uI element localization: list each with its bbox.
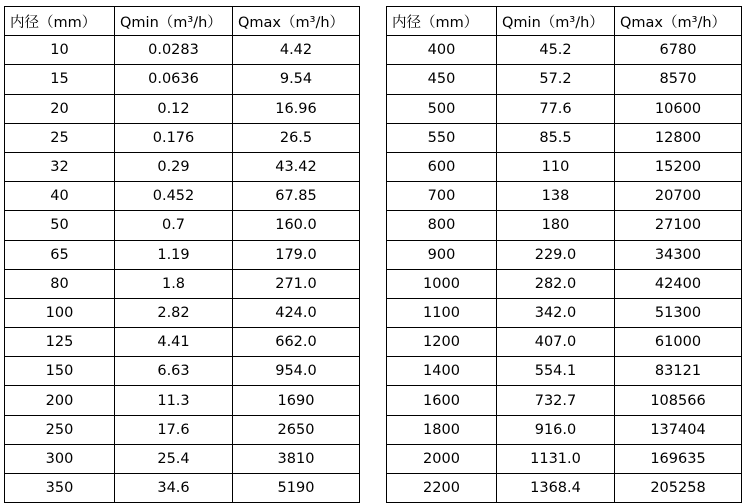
cell-qmax: 16.96	[233, 94, 360, 123]
cell-qmax: 83121	[615, 357, 742, 386]
table-row	[5, 211, 360, 240]
cell-diameter: 10	[5, 36, 115, 65]
cell-qmin: 0.12	[115, 94, 233, 123]
cell-diameter: 400	[387, 36, 497, 65]
table-row	[387, 123, 742, 152]
cell-qmin: 0.0636	[115, 65, 233, 94]
cell-diameter: 1600	[387, 386, 497, 415]
cell-qmin: 45.2	[497, 36, 615, 65]
table-row	[5, 269, 360, 298]
cell-qmin: 0.452	[115, 182, 233, 211]
cell-qmax: 2650	[233, 415, 360, 444]
cell-qmax: 43.42	[233, 152, 360, 181]
cell-qmin: 4.41	[115, 328, 233, 357]
cell-qmax: 205258	[615, 474, 742, 503]
cell-qmin: 1.8	[115, 269, 233, 298]
cell-qmin: 1.19	[115, 240, 233, 269]
column-header-diameter: 内径（mm）	[387, 7, 497, 36]
cell-qmin: 554.1	[497, 357, 615, 386]
cell-diameter: 700	[387, 182, 497, 211]
cell-diameter: 2200	[387, 474, 497, 503]
cell-diameter: 2000	[387, 444, 497, 473]
table-row	[5, 386, 360, 415]
cell-diameter: 250	[5, 415, 115, 444]
cell-qmin: 282.0	[497, 269, 615, 298]
cell-qmax: 15200	[615, 152, 742, 181]
left-table	[4, 6, 360, 503]
cell-diameter: 450	[387, 65, 497, 94]
cell-qmin: 11.3	[115, 386, 233, 415]
cell-diameter: 600	[387, 152, 497, 181]
cell-diameter: 32	[5, 152, 115, 181]
table-row	[387, 444, 742, 473]
cell-diameter: 900	[387, 240, 497, 269]
cell-qmin: 916.0	[497, 415, 615, 444]
table-row	[5, 357, 360, 386]
cell-qmax: 67.85	[233, 182, 360, 211]
cell-diameter: 500	[387, 94, 497, 123]
cell-qmax: 26.5	[233, 123, 360, 152]
table-row	[387, 415, 742, 444]
table-row	[5, 94, 360, 123]
cell-diameter: 1200	[387, 328, 497, 357]
table-row	[387, 65, 742, 94]
table-row	[387, 240, 742, 269]
column-header-qmin: Qmin（m³/h）	[497, 7, 615, 36]
cell-qmax: 61000	[615, 328, 742, 357]
table-row	[387, 211, 742, 240]
cell-diameter: 20	[5, 94, 115, 123]
table-header-row	[387, 7, 742, 36]
table-row	[5, 444, 360, 473]
cell-diameter: 1000	[387, 269, 497, 298]
cell-qmax: 27100	[615, 211, 742, 240]
cell-qmax: 10600	[615, 94, 742, 123]
cell-diameter: 25	[5, 123, 115, 152]
cell-diameter: 80	[5, 269, 115, 298]
cell-qmin: 0.0283	[115, 36, 233, 65]
table-row	[387, 152, 742, 181]
table-header-row	[5, 7, 360, 36]
cell-qmax: 108566	[615, 386, 742, 415]
table-row	[387, 269, 742, 298]
cell-diameter: 1400	[387, 357, 497, 386]
cell-qmax: 9.54	[233, 65, 360, 94]
cell-qmin: 85.5	[497, 123, 615, 152]
column-header-diameter: 内径（mm）	[5, 7, 115, 36]
table-row	[387, 298, 742, 327]
cell-qmax: 271.0	[233, 269, 360, 298]
right-table	[386, 6, 742, 503]
table-row	[5, 152, 360, 181]
cell-qmin: 342.0	[497, 298, 615, 327]
cell-qmax: 169635	[615, 444, 742, 473]
table-row	[387, 386, 742, 415]
cell-qmin: 34.6	[115, 474, 233, 503]
cell-qmin: 17.6	[115, 415, 233, 444]
cell-qmin: 0.29	[115, 152, 233, 181]
cell-qmax: 424.0	[233, 298, 360, 327]
table-row	[5, 36, 360, 65]
cell-qmin: 138	[497, 182, 615, 211]
left-table-body	[5, 7, 360, 503]
cell-qmin: 57.2	[497, 65, 615, 94]
cell-qmax: 20700	[615, 182, 742, 211]
table-row	[387, 36, 742, 65]
cell-qmax: 160.0	[233, 211, 360, 240]
cell-diameter: 65	[5, 240, 115, 269]
column-header-qmax: Qmax（m³/h）	[615, 7, 742, 36]
cell-qmax: 51300	[615, 298, 742, 327]
cell-qmin: 0.7	[115, 211, 233, 240]
cell-diameter: 200	[5, 386, 115, 415]
cell-qmax: 5190	[233, 474, 360, 503]
table-row	[5, 298, 360, 327]
cell-qmax: 3810	[233, 444, 360, 473]
cell-qmin: 732.7	[497, 386, 615, 415]
cell-qmax: 8570	[615, 65, 742, 94]
cell-qmin: 110	[497, 152, 615, 181]
table-row	[5, 415, 360, 444]
table-row	[5, 123, 360, 152]
table-row	[387, 182, 742, 211]
table-row	[5, 328, 360, 357]
right-table-body	[387, 7, 742, 503]
cell-qmin: 1131.0	[497, 444, 615, 473]
cell-qmax: 12800	[615, 123, 742, 152]
table-row	[5, 240, 360, 269]
cell-qmax: 137404	[615, 415, 742, 444]
table-row	[5, 65, 360, 94]
cell-qmin: 407.0	[497, 328, 615, 357]
cell-diameter: 50	[5, 211, 115, 240]
cell-qmax: 4.42	[233, 36, 360, 65]
cell-qmin: 180	[497, 211, 615, 240]
table-row	[5, 182, 360, 211]
cell-qmax: 6780	[615, 36, 742, 65]
table-row	[387, 328, 742, 357]
cell-diameter: 1800	[387, 415, 497, 444]
cell-qmin: 229.0	[497, 240, 615, 269]
cell-diameter: 100	[5, 298, 115, 327]
cell-diameter: 350	[5, 474, 115, 503]
cell-diameter: 300	[5, 444, 115, 473]
table-row	[5, 474, 360, 503]
cell-diameter: 1100	[387, 298, 497, 327]
cell-diameter: 15	[5, 65, 115, 94]
cell-qmin: 1368.4	[497, 474, 615, 503]
column-header-qmax: Qmax（m³/h）	[233, 7, 360, 36]
column-header-qmin: Qmin（m³/h）	[115, 7, 233, 36]
cell-diameter: 125	[5, 328, 115, 357]
cell-qmin: 77.6	[497, 94, 615, 123]
table-row	[387, 357, 742, 386]
cell-qmax: 662.0	[233, 328, 360, 357]
table-row	[387, 94, 742, 123]
cell-qmax: 954.0	[233, 357, 360, 386]
cell-diameter: 150	[5, 357, 115, 386]
cell-qmin: 0.176	[115, 123, 233, 152]
cell-diameter: 40	[5, 182, 115, 211]
cell-qmax: 34300	[615, 240, 742, 269]
cell-qmin: 6.63	[115, 357, 233, 386]
cell-qmax: 42400	[615, 269, 742, 298]
cell-qmax: 1690	[233, 386, 360, 415]
cell-diameter: 800	[387, 211, 497, 240]
cell-qmin: 25.4	[115, 444, 233, 473]
cell-diameter: 550	[387, 123, 497, 152]
cell-qmax: 179.0	[233, 240, 360, 269]
cell-qmin: 2.82	[115, 298, 233, 327]
table-row	[387, 474, 742, 503]
